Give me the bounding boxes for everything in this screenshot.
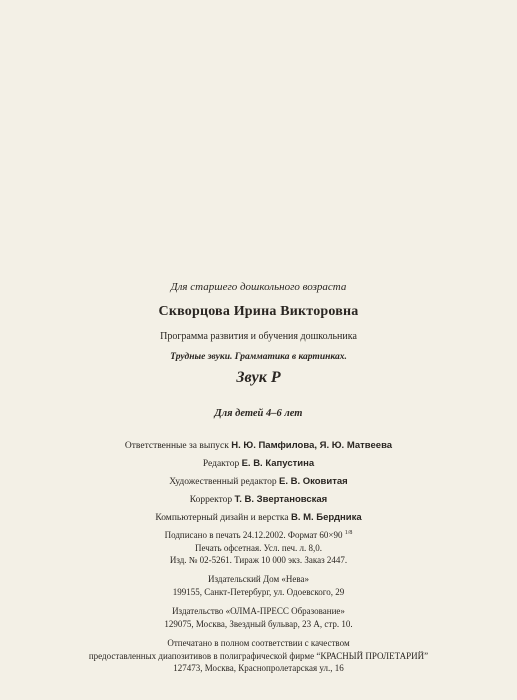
publisher-block: [0, 605, 517, 630]
printer-line: Отпечатано в полном соответствии с качеством: [167, 638, 350, 648]
credit-name: В. М. Бердника: [290, 512, 362, 523]
credit-role: Ответственные за выпуск: [124, 441, 229, 451]
credit-name: Т. В. Звертановская: [234, 494, 328, 505]
audience-label: Для старшего дошкольного возраста: [170, 281, 347, 293]
credit-name: Е. В. Капустина: [241, 458, 315, 469]
credits-block: [0, 437, 517, 527]
print-info-block: [0, 527, 517, 567]
author-name: Скворцова Ирина Викторовна: [158, 304, 359, 319]
credit-name: Н. Ю. Памфилова, Я. Ю. Матвеева: [231, 440, 393, 451]
print-info-format: Подписано в печать 24.12.2002. Формат 60×90: [164, 530, 343, 540]
print-info-line: Изд. № 02-5261. Тираж 10 000 экз. Заказ 2447.: [169, 555, 348, 565]
credit-line: [0, 473, 517, 491]
print-info-fraction: 1/8: [344, 530, 353, 536]
print-info-line: Печать офсетная. Усл. печ. л. 8,0.: [194, 542, 323, 553]
book-title: Звук Р: [236, 369, 281, 386]
publisher-name: Издательский Дом «Нева»: [207, 574, 310, 584]
credit-name: Е. В. Оковитая: [278, 476, 348, 487]
publisher-address: 199155, Санкт-Петербург, ул. Одоевского, 29: [172, 586, 345, 597]
credit-role: Корректор: [189, 495, 233, 505]
credit-role: Редактор: [202, 459, 240, 469]
program-name: Программа развития и обучения дошкольника: [160, 331, 357, 342]
printer-block: [0, 637, 517, 675]
credit-line: [0, 491, 517, 509]
printer-line: предоставленных диапозитивов в полиграфической фирме “КРАСНЫЙ ПРОЛЕТАРИЙ”: [88, 650, 429, 661]
credit-line: [0, 437, 517, 455]
print-info-line: [0, 527, 517, 542]
age-range: Для детей 4–6 лет: [214, 408, 303, 419]
publisher-name: Издательство «ОЛМА-ПРЕСС Образование»: [172, 606, 345, 616]
printer-address: 127473, Москва, Краснопролетарская ул., 16: [173, 663, 344, 673]
publisher-address: 129075, Москва, Звездный бульвар, 23 А, стр. 10.: [164, 618, 353, 629]
credit-role: Художественный редактор: [169, 477, 277, 487]
series-name: Трудные звуки. Грамматика в картинках.: [170, 352, 347, 362]
credit-line: [0, 509, 517, 527]
publisher-block: [0, 573, 517, 598]
credit-line: [0, 455, 517, 473]
credit-role: Компьютерный дизайн и верстка: [155, 513, 289, 523]
